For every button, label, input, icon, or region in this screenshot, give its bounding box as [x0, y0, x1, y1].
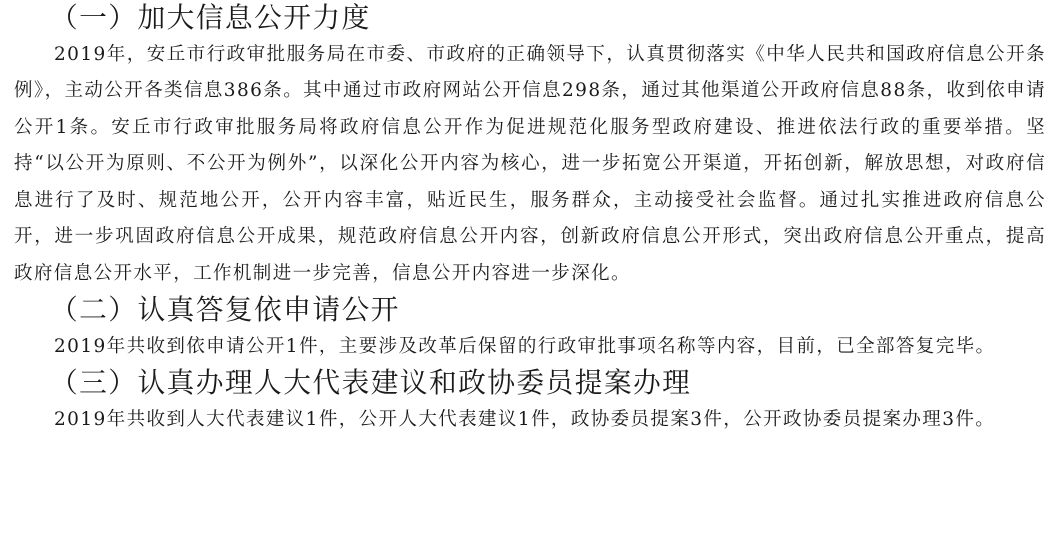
section-heading: （一）加大信息公开力度: [50, 1, 371, 34]
section-heading: （三）认真办理人大代表建议和政协委员提案办理: [50, 366, 692, 399]
section-handle-proposals: [14, 365, 1046, 438]
section-paragraph: 2019年共收到人大代表建议1件，公开人大代表建议1件，政协委员提案3件，公开政协委员提案办理3件。: [54, 408, 996, 430]
section-paragraph: 2019年共收到依申请公开1件，主要涉及改革后保留的行政审批事项名称等内容，目前，已全部答复完毕。: [54, 335, 996, 357]
section-heading: （二）认真答复依申请公开: [50, 293, 400, 326]
section-reply-applications: [14, 292, 1046, 365]
section-paragraph: 2019年，安丘市行政审批服务局在市委、市政府的正确领导下，认真贯彻落实《中华人民共和国政府信息公开条例》，主动公开各类信息386条。其中通过市政府网站公开信息298条，通过其他渠道公开政府信息88条，收到依申请公开1条。安丘市行政审批服务局将政府信息公开作为促进规范化服务型政府建设、推进依法行政的重要举措。坚持“以公开为原则、不公开为例外”，以深化公开内容为核心，进一步拓宽公开渠道，开拓创新，解放思想，对政府信息进行了及时、规范地公开，公开内容丰富，贴近民生，服务群众，主动接受社会监督。通过扎实推进政府信息公开，进一步巩固政府信息公开成果，规范政府信息公开内容，创新政府信息公开形式，突出政府信息公开重点，提高政府信息公开水平，工作机制进一步完善，信息公开内容进一步深化。: [14, 43, 1046, 284]
section-increase-disclosure: [14, 0, 1046, 292]
